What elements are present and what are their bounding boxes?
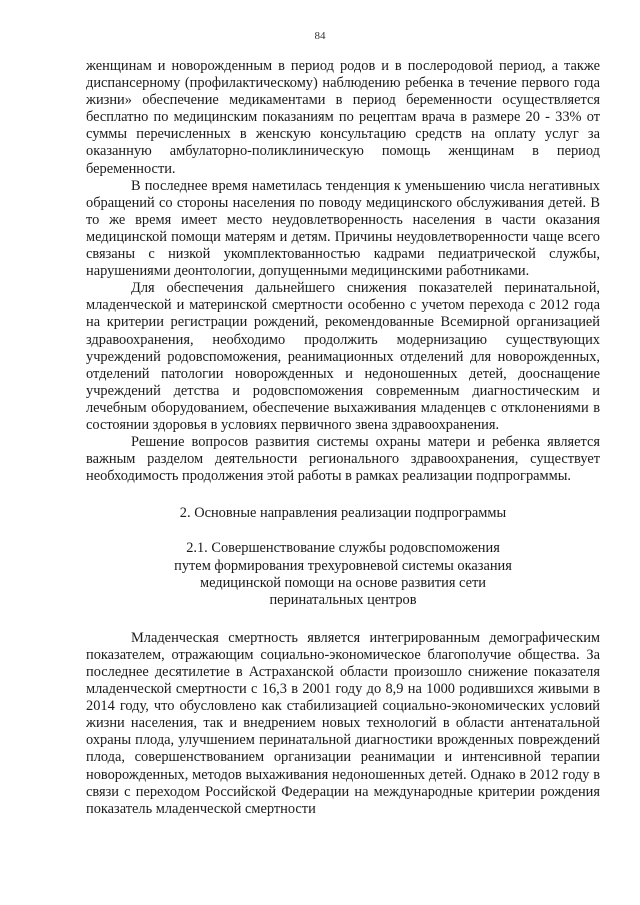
paragraph-infant-mortality: Младенческая смертность является интегрированным демографическим показателем, отражающим социально-экономическое благополучие общества. За последнее десятилетие в Астраханской области произошло снижение показателя младенческой смертности с 16,3 в 2001 году до 8,9 на 1000 родившихся живыми в 2014 году, что обусловлено как стабилизацией социально-экономических условий жизни населения, так и внедрением новых технологий в области антенатальной охраны плода, улучшением перинатальной диагностики врожденных повреждений плода, совершенствованием организации реанимации и интенсивной терапии новорожденных, методов выхаживания недоношенных детей. Однако в 2012 году в связи с переходом Российской Федерации на международные критерии рождения показатель младенческой смертности bbox=[86, 629, 600, 817]
paragraph-continuation: женщинам и новорожденным в период родов и в послеродовой период, а также диспансерному (профилактическому) наблюдению ребенка в течение первого года жизни» обеспечение медикаментами в период беременности осуществляется бесплатно по медицинским показаниям по рецептам врача в размере 20 - 33% от суммы перечисленных в женскую консультацию средств на оплату услуг за оказанную амбулаторно-поликлиническую помощь женщинам в период беременности. bbox=[86, 58, 600, 177]
page-number: 84 bbox=[314, 30, 326, 42]
subsection-heading-line: медицинской помощи на основе развития сети bbox=[199, 574, 486, 591]
subsection-heading-line: 2.1. Совершенствование службы родовспоможения bbox=[186, 540, 500, 557]
paragraph-mortality-reduction: Для обеспечения дальнейшего снижения показателей перинатальной, младенческой и материнской смертности особенно с учетом перехода с 2012 года на критерии регистрации рождений, рекомендованные Всемирной организацией здравоохранения, необходимо продолжить модернизацию существующих учреждений родовспоможения, реанимационных отделений для новорожденных, отделений патологии новорожденных и недоношенных детей, дооснащение учреждений детства и родовспоможения современным диагностическим и лечебным оборудованием, обеспечение выхаживания младенцев с отклонениями в состоянии здоровья в условиях первичного звена здравоохранения. bbox=[86, 280, 600, 433]
subsection-heading-line: перинатальных центров bbox=[269, 591, 417, 608]
section-heading: 2. Основные направления реализации подпрограммы bbox=[179, 505, 507, 522]
paragraph-negative-appeals: В последнее время наметилась тенденция к уменьшению числа негативных обращений со стороны населения по поводу медицинского обслуживания детей. В то же время имеет место неудовлетворенность населения в части оказания медицинской помощи матерям и детям. Причины неудовлетворенности чаще всего связаны с низкой укомплектованностью кадрами педиатрической службы, нарушениями деонтологии, допущенными медицинскими работниками. bbox=[86, 177, 600, 280]
paragraph-regional-healthcare: Решение вопросов развития системы охраны матери и ребенка является важным разделом деятельности регионального здравоохранения, существует необходимость продолжения этой работы в рамках реализации подпрограммы. bbox=[86, 434, 600, 485]
subsection-heading bbox=[86, 540, 600, 608]
document-body bbox=[86, 58, 600, 818]
subsection-heading-line: путем формирования трехуровневой системы оказания bbox=[174, 557, 512, 574]
